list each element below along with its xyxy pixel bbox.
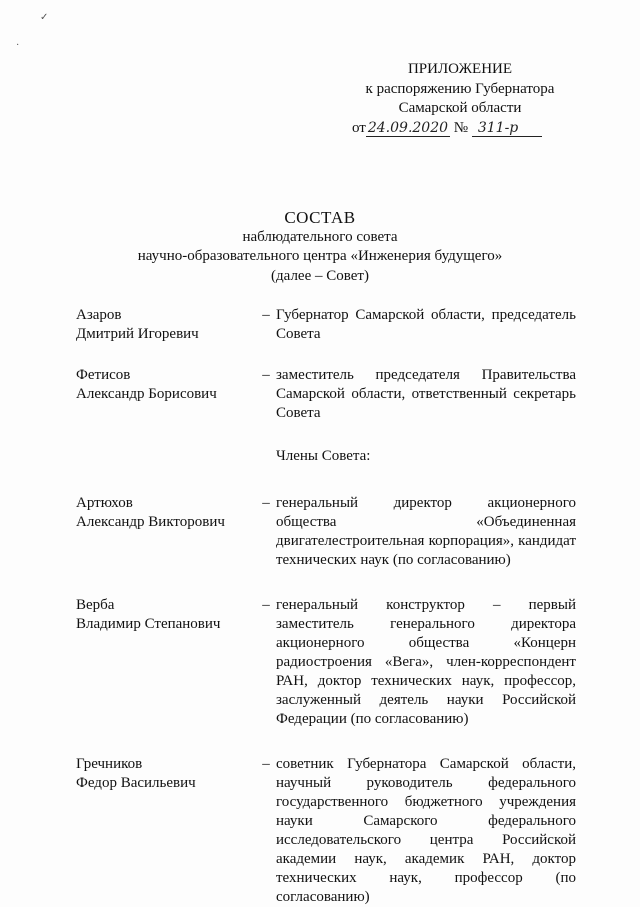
order-number: 311-р xyxy=(472,120,542,137)
dash: – xyxy=(262,495,270,511)
person-name xyxy=(76,366,256,423)
last-name: Азаров xyxy=(76,307,122,323)
document-heading xyxy=(80,208,560,286)
dash: – xyxy=(262,307,270,323)
list-item xyxy=(76,306,576,344)
person-name xyxy=(76,755,256,907)
person-name xyxy=(76,306,256,344)
person-position: заместитель председателя Правительства Самарской области, ответственный секретарь Совета xyxy=(276,367,576,421)
scan-mark: ✓ xyxy=(40,12,49,23)
last-name: Артюхов xyxy=(76,495,133,511)
from-label: от xyxy=(352,119,366,136)
person-position: генеральный конструктор – первый заместитель генерального директора акционерного общества «Концерн радиостроения «Вега», член-корреспондент РАН, доктор технических наук, профессор, заслуженный деятель науки Российской Федерации (по согласованию) xyxy=(276,597,576,727)
person-position: генеральный директор акционерного общества «Объединенная двигателестроительная корпорация», кандидат технических наук (по согласованию) xyxy=(276,495,576,568)
heading-line: (далее – Совет) xyxy=(271,267,369,284)
first-name: Дмитрий Игоревич xyxy=(76,326,199,342)
scan-mark: · xyxy=(16,40,20,51)
person-position: Губернатор Самарской области, председатель Совета xyxy=(276,307,576,342)
last-name: Гречников xyxy=(76,756,143,772)
dash: – xyxy=(262,756,270,772)
appendix-title: ПРИЛОЖЕНИЕ xyxy=(407,61,513,77)
number-label: № xyxy=(453,119,469,136)
order-date: 24.09.2020 xyxy=(367,119,449,136)
dash: – xyxy=(262,367,270,383)
appendix-line: Самарской области xyxy=(398,100,522,116)
person-position: советник Губернатора Самарской области, научный руководитель федерального государственного бюджетного учреждения науки Самарского федерального исследовательского центра Российской академии наук, академик РАН, доктор технических наук, профессор (по согласованию) xyxy=(276,756,576,905)
composition-list xyxy=(76,306,576,907)
last-name: Верба xyxy=(76,597,115,613)
dash: – xyxy=(262,597,270,613)
first-name: Александр Викторович xyxy=(76,514,225,530)
last-name: Фетисов xyxy=(76,367,131,383)
heading-line: научно-образовательного центра «Инженерия будущего» xyxy=(137,248,503,264)
appendix-line: к распоряжению Губернатора xyxy=(365,80,555,97)
list-item xyxy=(76,755,576,907)
heading-line: наблюдательного совета xyxy=(242,228,398,245)
list-item xyxy=(76,366,576,423)
first-name: Владимир Степанович xyxy=(76,616,221,632)
heading-title: СОСТАВ xyxy=(284,208,356,227)
person-name xyxy=(76,596,256,729)
person-name xyxy=(76,494,256,570)
first-name: Александр Борисович xyxy=(76,386,217,402)
appendix-block xyxy=(340,60,580,138)
members-heading: Члены Совета: xyxy=(276,448,371,464)
list-item xyxy=(76,494,576,570)
list-item xyxy=(76,596,576,729)
order-date-number xyxy=(340,119,580,139)
first-name: Федор Васильевич xyxy=(76,775,196,791)
